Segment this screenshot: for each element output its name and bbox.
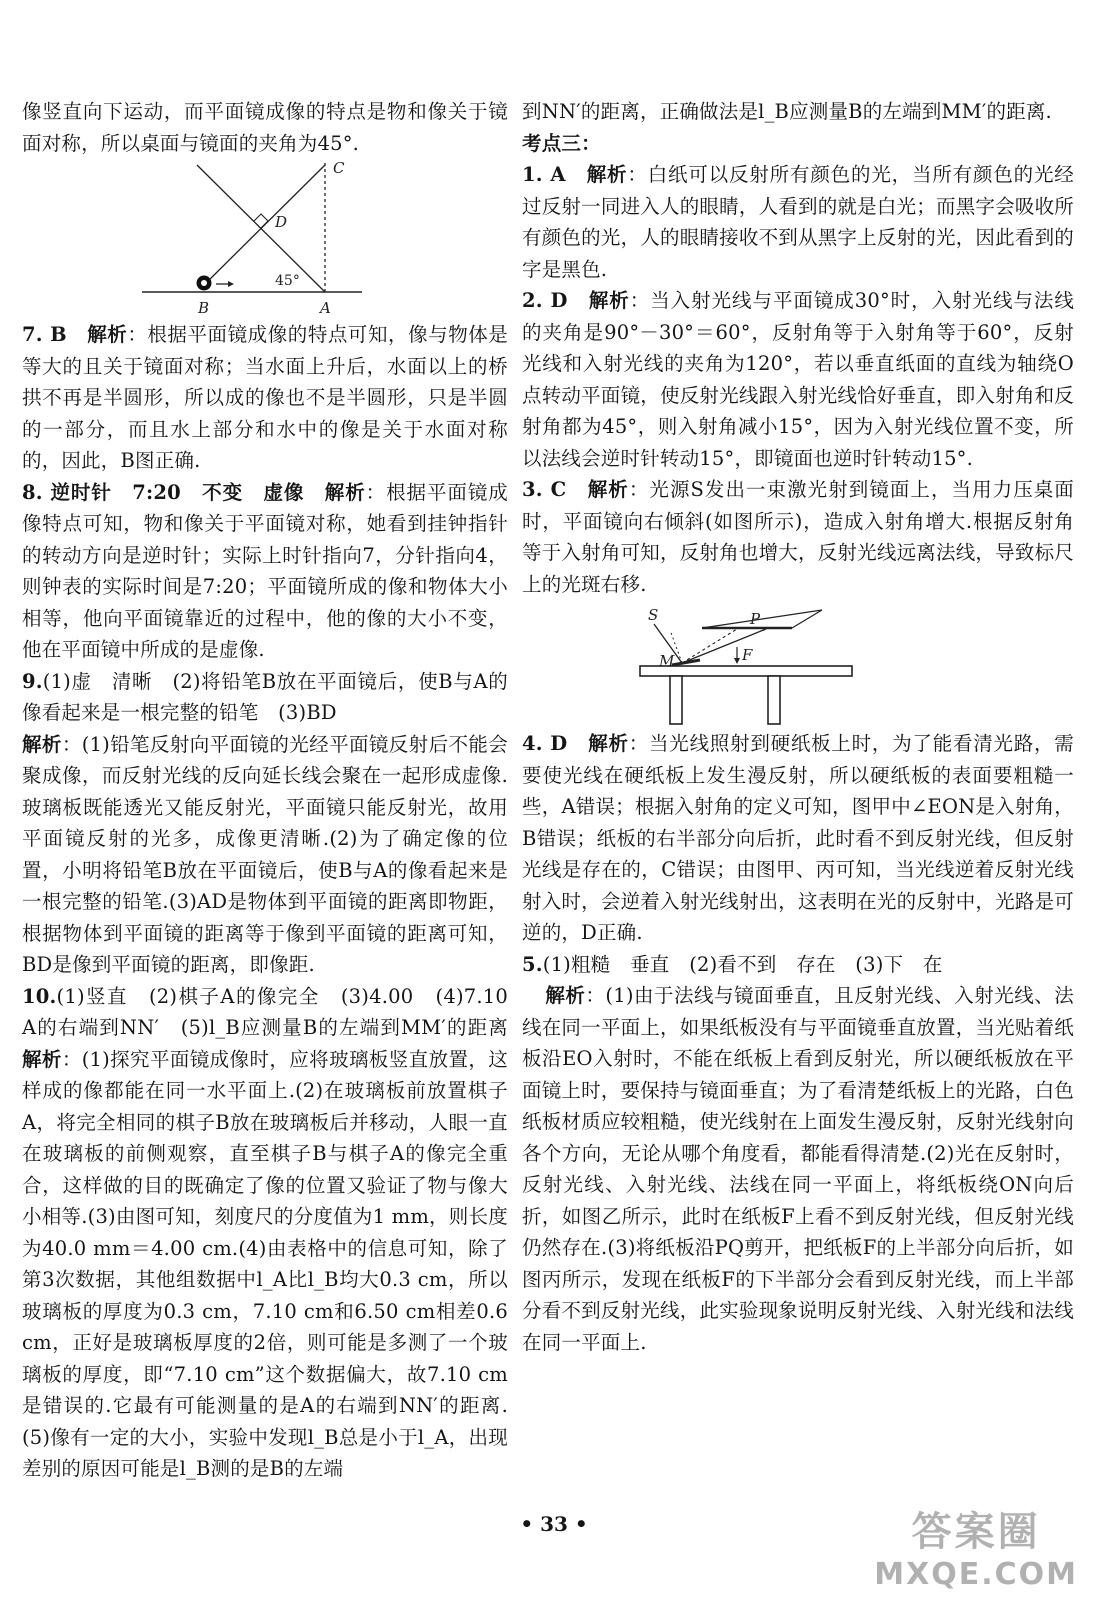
left-column xyxy=(22,96,528,1485)
answer-r5: 5.(1)粗糙 垂直 (2)看不到 存在 (3)下 在 xyxy=(522,952,943,976)
page-number: • 33 • xyxy=(520,1512,588,1536)
answer-r1: 1. A 解析：白纸可以反射所有颜色的光，当所有颜色的光经过反射一同进入人的眼睛，人看到的就是白光；而黑字会吸收所有颜色的光，人的眼睛接收不到从黑字上反射的光，因此看到的字是黑色. xyxy=(522,163,1075,281)
answer-9: 9.(1)虚 清晰 (2)将铅笔B放在平面镜后，使B与A的像看起来是一根完整的铅笔 (3)BD xyxy=(22,669,508,724)
answer-7: 7. B 解析：根据平面镜成像的特点可知，像与物体是等大的且关于镜面对称；当水面上升后，水面以上的桥拱不再是半圆形，所以成的像也不是半圆形，只是半圆的一部分，而且水上部分和水中的像是关于水面对称的，因此，B图正确. xyxy=(22,323,508,472)
section-heading: 考点三： xyxy=(522,131,601,155)
right-column xyxy=(522,96,1074,1358)
label-s: S xyxy=(648,606,659,624)
label-b: B xyxy=(198,299,210,317)
answer-r4: 4. D 解析：当光线照射到硬纸板上时，为了能看清光路，需要使光线在硬纸板上发生漫反射，所以硬纸板的表面要粗糙一些，A错误；根据入射角的定义可知，图甲中∠EON是入射角，B错误；纸板的右半部分向后折，此时看不到反射光线，但反射光线是存在的，C错误；由图甲、丙可知，当光线逆着反射光线射入时，会逆着入射光线射出，这表明在光的反射中，光路是可逆的，D正确. xyxy=(522,732,1074,944)
label-p: P xyxy=(750,610,761,628)
label-m: M xyxy=(659,652,675,670)
answer-r2: 2. D 解析：当入射光线与平面镜成30°时，入射光线与法线的夹角是90°－30°＝60°，反射角等于入射角等于60°，反射光线和入射光线的夹角为120°，若以垂直纸面的直线为轴绕O点转动平面镜，使反射光线跟入射光线恰好垂直，即入射角和反射角都为45°，则入射角减小15°，因为入射光线位置不变，所以法线会逆时针转动15°，即镜面也逆时针转动15°. xyxy=(522,289,1075,470)
intro-text: 像竖直向下运动，而平面镜成像的特点是物和像关于镜面对称，所以桌面与镜面的夹角为45°. xyxy=(22,100,508,155)
answer-10: 10.(1)竖直 (2)棋子A的像完全 (3)4.00 (4)7.10 A的右端到NN′ (5)l_B应测量B的左端到MM′的距离 解析：(1)探究平面镜成像时，应将玻璃板竖直放置，这样成的像都能在同一水平面上.(2)在玻璃板前放置棋子A，将完全相同的棋子B放在玻璃板后并移动，人眼一直在玻璃板的前侧观察，直至棋子B与棋子A的像完全重合，这样做的目的既确定了像的位置又验证了物与像大小相等.(3)由图可知，刻度尺的分度值为1 mm，则长度为40.0 mm＝4.00 cm.(4)由表格中的信息可知，除了第3次数据，其他组数据中l_A比l_B均大0.3 cm，所以玻璃板的厚度为0.3 cm，7.10 cm和6.50 cm相差0.6 cm，正好是玻璃板厚度的2倍，则可能是多测了一个玻璃板的厚度，即“7.10 cm”这个数据偏大，故7.10 cm是错误的.它最有可能测量的是A的右端到NN′的距离.(5)像有一定的大小，实验中发现l_B总是小于l_A，出现差别的原因可能是l_B测的是B的左端 xyxy=(22,984,528,1480)
analysis-r5: 解析：(1)由于法线与镜面垂直，且反射光线、入射光线、法线在同一平面上，如果纸板没有与平面镜垂直放置，当光贴着纸板沿EO入射时，不能在纸板上看到反射光，所以硬纸板放在平面镜上时，要保持与镜面垂直；为了看清楚纸板上的光路，白色纸板材质应较粗糙，使光线射在上面发生漫反射，反射光线射向各个方向，无论从哪个角度看，都能看得清楚.(2)光在反射时，反射光线、入射光线、法线在同一平面上，将纸板绕ON向后折，如图乙所示，此时在纸板F上看不到反射光线，但反射光线仍然存在.(3)将纸板沿PQ剪开，把纸板F的上半部分向后折，如图丙所示，发现在纸板F的下半部分会看到反射光线，而上半部分看不到反射光线，此实验现象说明反射光线、入射光线和法线在同一平面上. xyxy=(522,984,1074,1354)
label-d: D xyxy=(275,213,288,231)
mirror-angle-figure xyxy=(22,159,508,319)
laser-table-figure xyxy=(522,600,1074,728)
label-c: C xyxy=(333,159,345,177)
label-f: F xyxy=(742,646,753,664)
label-angle-45: 45° xyxy=(275,273,300,289)
answer-8: 8. 逆时针 7:20 不变 虚像 解析：根据平面镜成像特点可知，物和像关于平面镜对称，她看到挂钟指针的转动方向是逆时针；实际上时针指向7，分针指向4，则钟表的实际时间是7:20；平面镜所成的像和物体大小相等，他向平面镜靠近的过程中，他的像的大小不变，他在平面镜中所成的是虚像. xyxy=(22,480,509,661)
watermark-logo: 答案圈 MXQE.COM xyxy=(874,1509,1078,1592)
answer-r3: 3. C 解析：光源S发出一束激光射到镜面上，当用力压桌面时，平面镜向右倾斜(如图所示)，造成入射角增大.根据反射角等于入射角可知，反射角也增大，反射光线远离法线，导致标尺上的光斑右移. xyxy=(522,478,1074,596)
analysis-9: 解析：(1)铅笔反射向平面镜的光经平面镜反射后不能会聚成像，而反射光线的反向延长线会聚在一起形成虚像.玻璃板既能透光又能反射光，平面镜只能反射光，故用平面镜反射的光多，成像更清晰.(2)为了确定像的位置，小明将铅笔B放在平面镜后，使B与A的像看起来是一根完整的铅笔.(3)AD是物体到平面镜的距离即物距，根据物体到平面镜的距离等于像到平面镜的距离可知，BD是像到平面镜的距离，即像距. xyxy=(22,732,508,976)
continued-text: 到NN′的距离，正确做法是l_B应测量B的左端到MM′的距离. xyxy=(522,100,1052,123)
label-a: A xyxy=(320,299,331,317)
